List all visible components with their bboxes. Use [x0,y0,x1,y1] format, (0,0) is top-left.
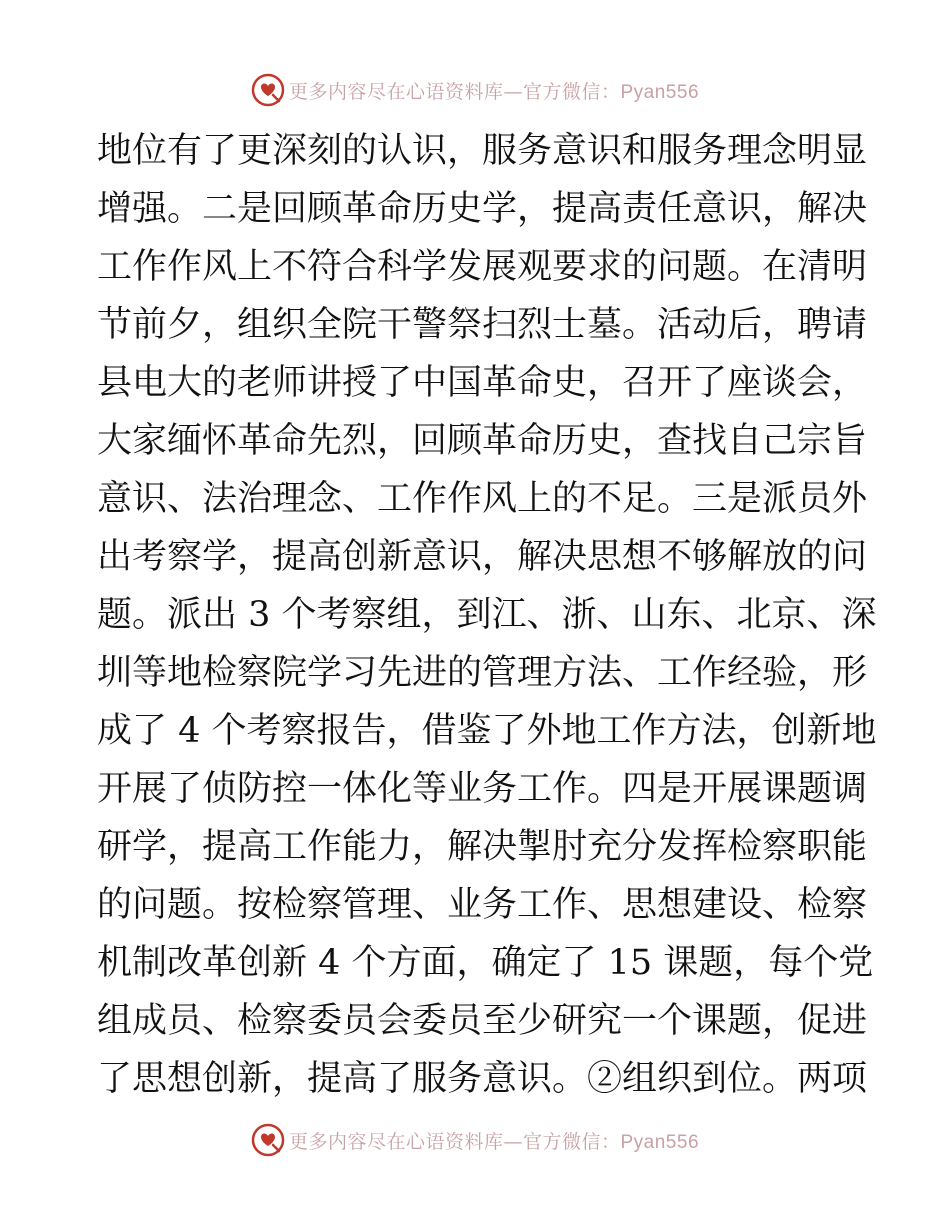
body-line: 了思想创新，提高了服务意识。②组织到位。两项 [97,1059,868,1099]
body-line: 圳等地检察院学习先进的管理方法、工作经验，形 [97,653,868,693]
watermark-wechat-id: Pyan556 [620,81,700,103]
body-line: 开展了侦防控一体化等业务工作。四是开展课题调 [97,769,868,809]
body-line: 县电大的老师讲授了中国革命史，召开了座谈会， [97,363,868,403]
body-line: 意识、法治理念、工作作风上的不足。三是派员外 [97,479,868,519]
document-body [97,122,877,1108]
heart-pen-logo-icon [251,1123,285,1157]
body-line: 题。派出 3 个考察组，到江、浙、山东、北京、深 [97,595,877,635]
body-line: 研学，提高工作能力，解决掣肘充分发挥检察职能 [97,827,868,867]
body-line: 工作作风上不符合科学发展观要求的问题。在清明 [97,247,868,287]
header-watermark [0,70,950,110]
footer-watermark [0,1120,950,1160]
body-line: 机制改革创新 4 个方面，确定了 15 课题，每个党 [97,943,874,983]
body-line: 增强。二是回顾革命历史学，提高责任意识，解决 [97,189,868,229]
body-line: 节前夕，组织全院干警祭扫烈士墓。活动后，聘请 [97,305,868,345]
body-line: 成了 4 个考察报告，借鉴了外地工作方法，创新地 [97,711,877,751]
body-line: 地位有了更深刻的认识，服务意识和服务理念明显 [97,131,868,171]
body-line: 出考察学，提高创新意识，解决思想不够解放的问 [97,537,868,577]
body-line: 大家缅怀革命先烈，回顾革命历史，查找自己宗旨 [97,421,868,461]
watermark-text-cn: 更多内容尽在心语资料库—官方微信： [288,80,621,103]
watermark-wechat-id: Pyan556 [620,1131,700,1153]
body-line: 组成员、检察委员会委员至少研究一个课题，促进 [97,1001,868,1041]
heart-pen-logo-icon [251,73,285,107]
watermark-text-cn: 更多内容尽在心语资料库—官方微信： [288,1130,621,1153]
watermark-text [289,1127,699,1154]
watermark-text [289,77,699,104]
body-line: 的问题。按检察管理、业务工作、思想建设、检察 [97,885,868,925]
